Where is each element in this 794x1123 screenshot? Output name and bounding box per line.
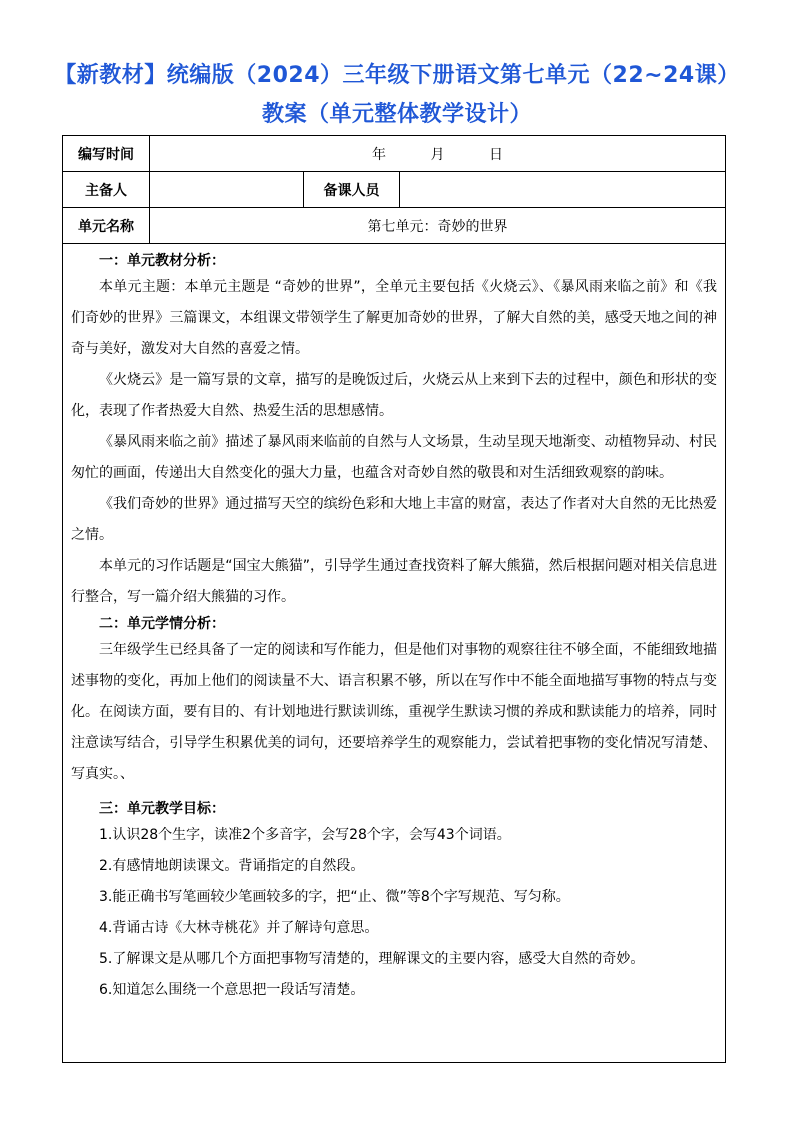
row-content <box>63 244 726 1063</box>
goal-item: 2.有感情地朗读课文。背诵指定的自然段。 <box>99 858 365 874</box>
writing-time-label: 编写时间 <box>63 136 150 172</box>
unit-name-value: 第七单元：奇妙的世界 <box>150 208 726 244</box>
co-preparers-label: 备课人员 <box>304 172 400 208</box>
row-preparers <box>63 172 726 208</box>
row-unit-name <box>63 208 726 244</box>
paragraph: 《我们奇妙的世界》通过描写天空的缤纷色彩和大地上丰富的财富，表达了作者对大自然的无比热爱之情。 <box>71 496 718 543</box>
section-heading-textbook-analysis: 一：单元教材分析： <box>99 253 225 269</box>
goal-item: 3.能正确书写笔画较少笔画较多的字，把“止、微”等8个字写规范、写匀称。 <box>99 889 570 905</box>
goal-item: 1.认识28个生字，读准2个多音字，会写28个字，会写43个词语。 <box>99 827 511 843</box>
document-title-line1: 【新教材】统编版（2024）三年级下册语文第七单元（22~24课） <box>54 63 740 88</box>
paragraph: 《火烧云》是一篇写景的文章，描写的是晚饭过后，火烧云从上来到下去的过程中，颜色和形状的变化，表现了作者热爱大自然、热爱生活的思想感情。 <box>71 372 718 419</box>
paragraph: 本单元主题：本单元主题是 “奇妙的世界”，全单元主要包括《火烧云》、《暴风雨来临之前》和《我们奇妙的世界》三篇课文，本组课文带领学生了解更加奇妙的世界，了解大自然的美，感受天地之间的神奇与美好，激发对大自然的喜爱之情。 <box>71 279 718 357</box>
paragraph: 本单元的习作话题是“国宝大熊猫”，引导学生通过查找资料了解大熊猫，然后根据问题对相关信息进行整合，写一篇介绍大熊猫的习作。 <box>71 558 718 605</box>
content-cell <box>63 244 726 1063</box>
unit-name-label: 单元名称 <box>63 208 150 244</box>
writing-time-value: 年 月 日 <box>150 136 726 172</box>
section-heading-student-analysis: 二：单元学情分析： <box>99 616 225 632</box>
document-title-line2: 教案（单元整体教学设计） <box>261 102 532 127</box>
paragraph: 三年级学生已经具备了一定的阅读和写作能力，但是他们对事物的观察往往不够全面，不能细致地描述事物的变化，再加上他们的阅读量不大、语言积累不够，所以在写作中不能全面地描写事物的特点与变化。在阅读方面，要有目的、有计划地进行默读训练，重视学生默读习惯的养成和默读能力的培养，同时注意读写结合，引导学生积累优美的词句，还要培养学生的观察能力，尝试着把事物的变化情况写清楚、写真实。、 <box>71 642 718 782</box>
row-writing-time <box>63 136 726 172</box>
goal-item: 4.背诵古诗《大林寺桃花》并了解诗句意思。 <box>99 920 379 936</box>
lesson-plan-table <box>62 135 726 1063</box>
lead-preparer-value <box>150 172 304 208</box>
paragraph: 《暴风雨来临之前》描述了暴风雨来临前的自然与人文场景，生动呈现天地渐变、动植物异动、村民匆忙的画面，传递出大自然变化的强大力量，也蕴含对奇妙自然的敬畏和对生活细致观察的韵味。 <box>71 434 718 481</box>
section-heading-teaching-goals: 三：单元教学目标： <box>99 801 225 817</box>
goal-item: 5.了解课文是从哪几个方面把事物写清楚的，理解课文的主要内容，感受大自然的奇妙。 <box>99 951 645 967</box>
co-preparers-value <box>400 172 726 208</box>
lead-preparer-label: 主备人 <box>63 172 150 208</box>
goal-item: 6.知道怎么围绕一个意思把一段话写清楚。 <box>99 982 365 998</box>
